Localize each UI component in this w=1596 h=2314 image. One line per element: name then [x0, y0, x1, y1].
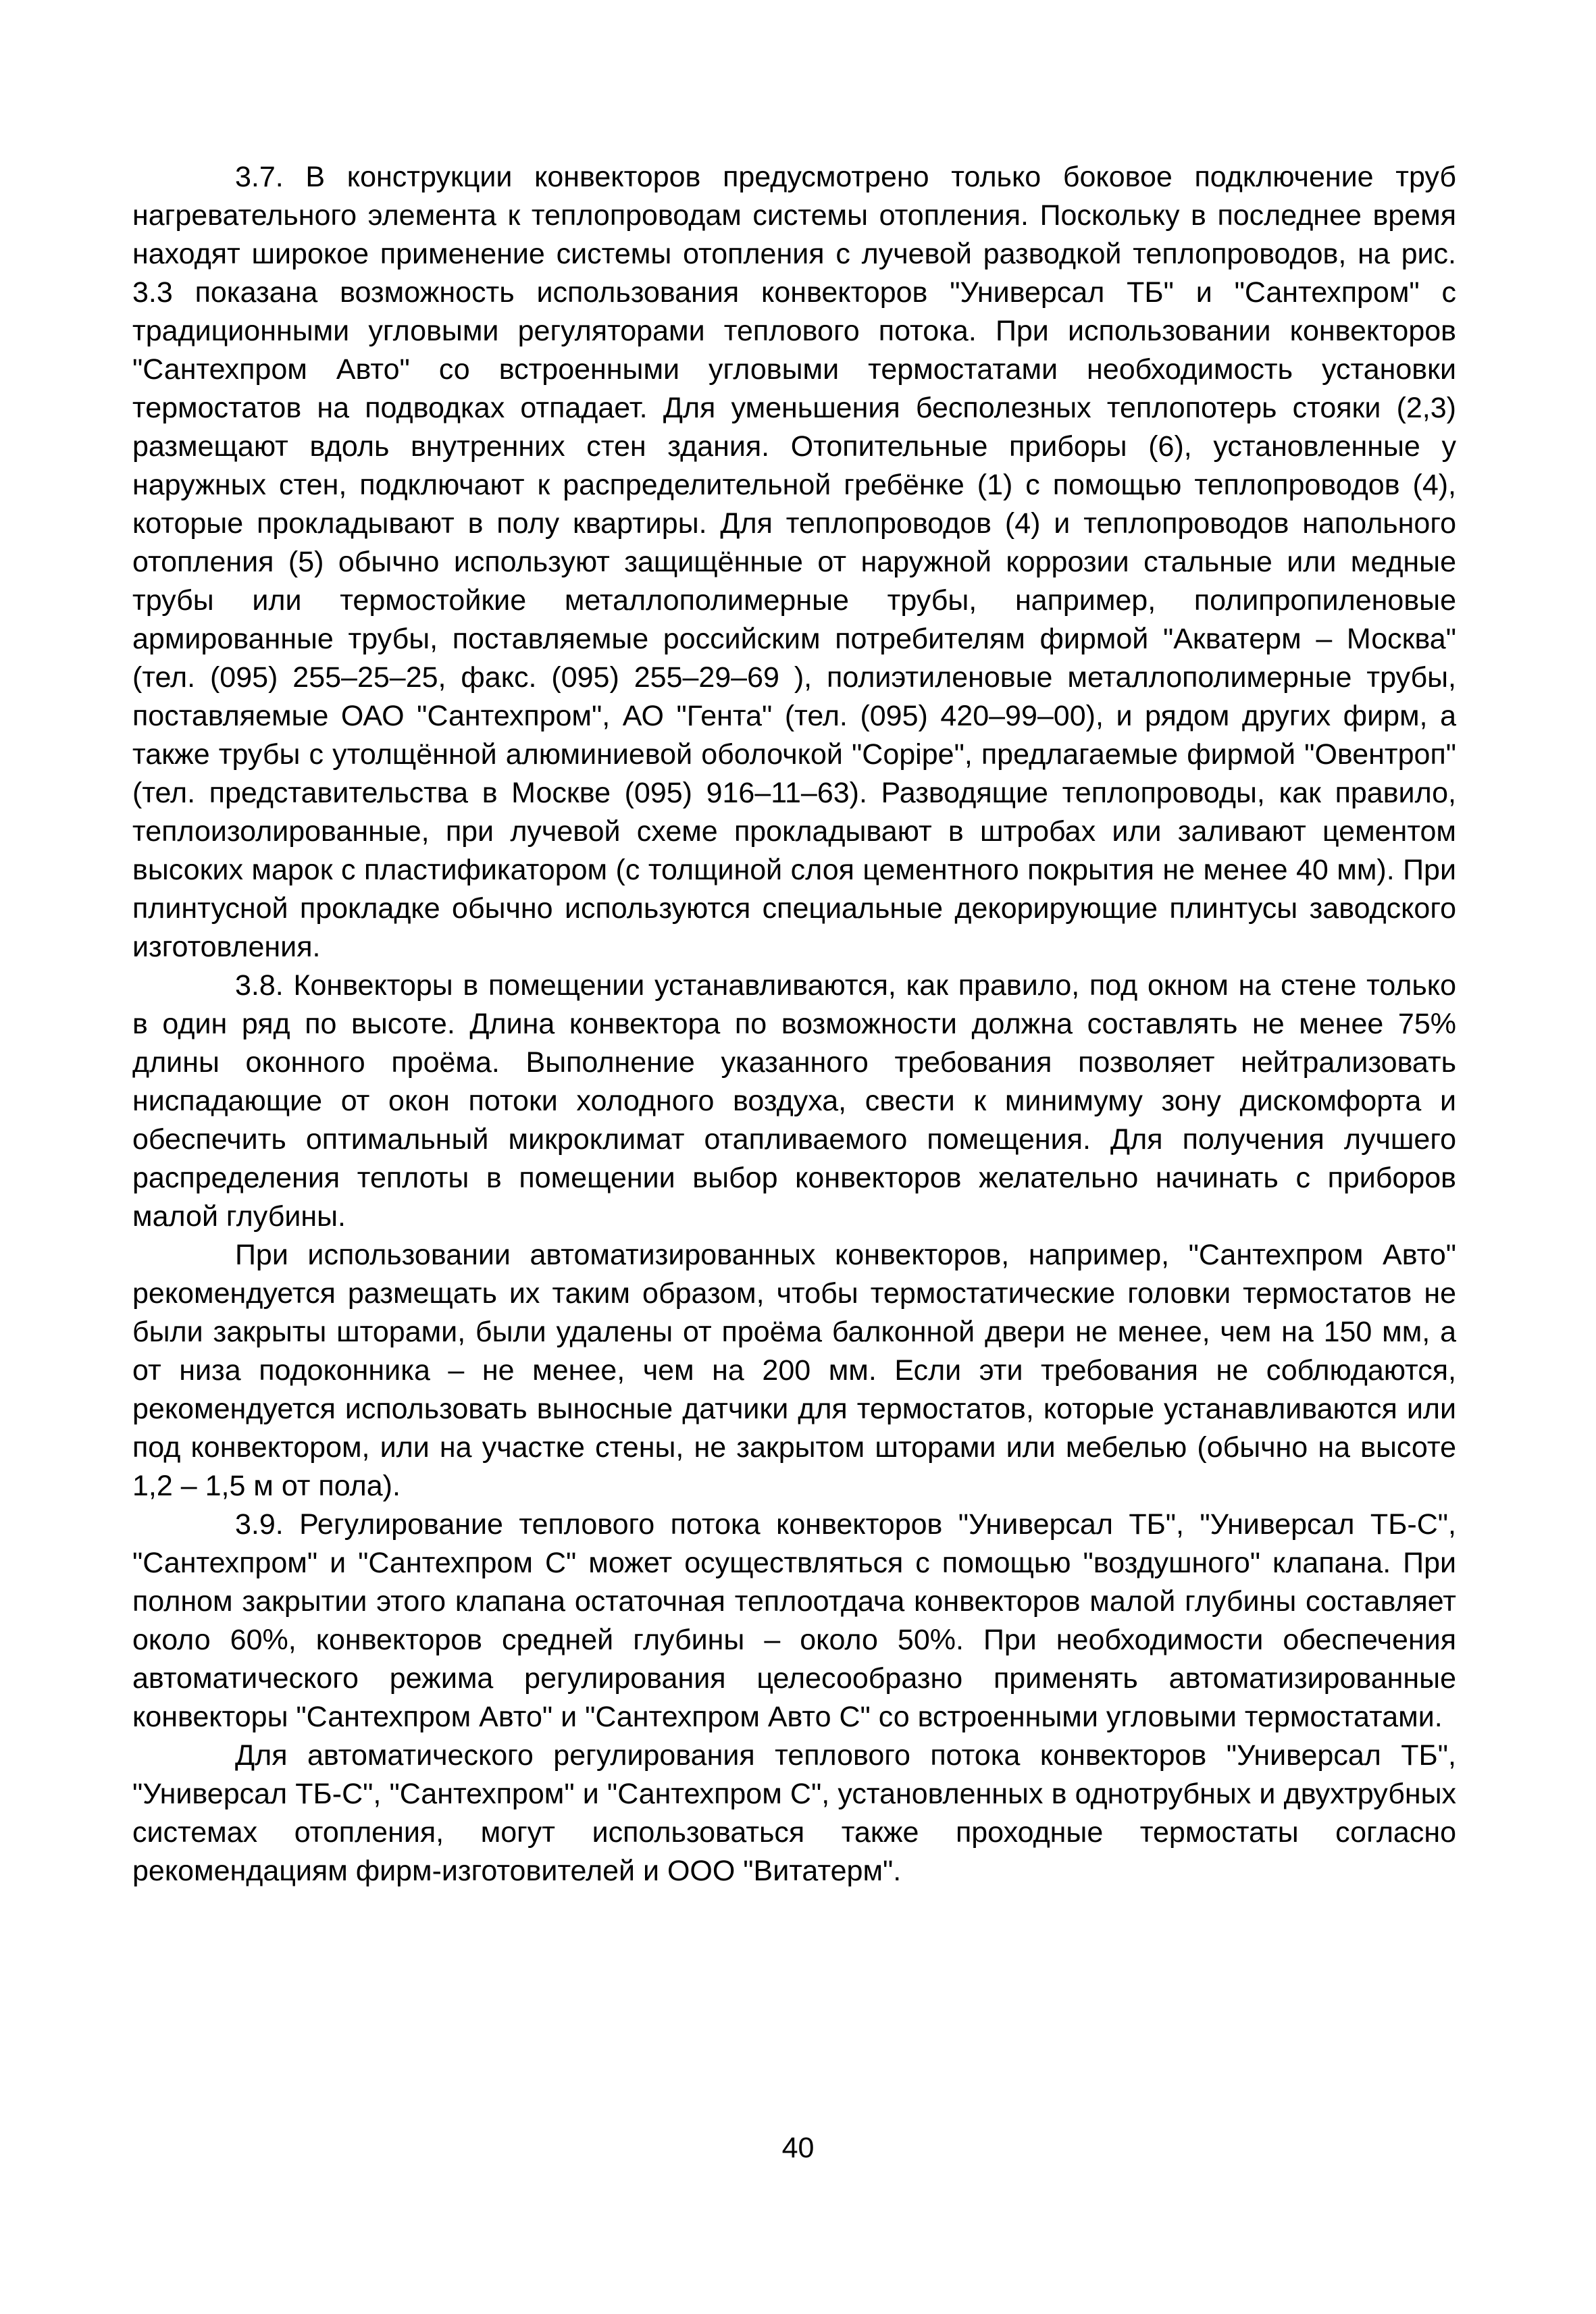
paragraph-3-7: 3.7. В конструкции конвекторов предусмотрено только боковое подключение труб нагревательного элемента к теплопроводам системы отопления. Поскольку в последнее время находят широкое применение системы отопления с лучевой разводкой теплопроводов, на рис. 3.3 показана возможность использования конвекторов "Универсал ТБ" и "Сантехпром" с традиционными угловыми регуляторами теплового потока. При использовании конвекторов "Сантехпром Авто" со встроенными угловыми термостатами необходимость установки термостатов на подводках отпадает. Для уменьшения бесполезных теплопотерь стояки (2,3) размещают вдоль внутренних стен здания. Отопительные приборы (6), установленные у наружных стен, подключают к распределительной гребёнке (1) с помощью теплопроводов (4), которые прокладывают в полу квартиры. Для теплопроводов (4) и теплопроводов напольного отопления (5) обычно используют защищённые от наружной коррозии стальные или медные трубы или термостойкие металлополимерные трубы, например, полипропиленовые армированные трубы, поставляемые российским потребителям фирмой "Акватерм – Москва" (тел. (095) 255–25–25, факс. (095) 255–29–69 ), полиэтиленовые металлополимерные трубы, поставляемые ОАО "Сантехпром", АО "Гента" (тел. (095) 420–99–00), и рядом других фирм, а также трубы с утолщённой алюминиевой оболочкой "Copipe", предлагаемые фирмой "Овентроп" (тел. представительства в Москве (095) 916–11–63). Разводящие теплопроводы, как правило, теплоизолированные, при лучевой схеме прокладывают в штробах или заливают цементом высоких марок с пластификатором (с толщиной слоя цементного покрытия не менее 40 мм). При плинтусной прокладке обычно используются специальные декорирующие плинтусы заводского изготовления.: [132, 161, 1456, 963]
document-body: [132, 158, 1456, 1891]
paragraph-automated-convectors: При использовании автоматизированных конвекторов, например, "Сантехпром Авто" рекомендуется размещать их таким образом, чтобы термостатические головки термостатов не были закрыты шторами, были удалены от проёма балконной двери не менее, чем на 150 мм, а от низа подоконника – не менее, чем на 200 мм. Если эти требования не соблюдаются, рекомендуется использовать выносные датчики для термостатов, которые устанавливаются или под конвектором, или на участке стены, не закрытом шторами или мебелью (обычно на высоте 1,2 – 1,5 м от пола).: [132, 1239, 1456, 1502]
paragraph-3-8: 3.8. Конвекторы в помещении устанавливаются, как правило, под окном на стене только в один ряд по высоте. Длина конвектора по возможности должна составлять не менее 75% длины оконного проёма. Выполнение указанного требования позволяет нейтрализовать ниспадающие от окон потоки холодного воздуха, свести к минимуму зону дискомфорта и обеспечить оптимальный микроклимат отапливаемого помещения. Для получения лучшего распределения теплоты в помещении выбор конвекторов желательно начинать с приборов малой глубины.: [132, 969, 1456, 1233]
paragraph-automatic-regulation: Для автоматического регулирования теплового потока конвекторов "Универсал ТБ", "Универсал ТБ-С", "Сантехпром" и "Сантехпром С", установленных в однотрубных и двухтрубных системах отопления, могут использоваться также проходные термостаты согласно рекомендациям фирм-изготовителей и ООО "Витатерм".: [132, 1739, 1456, 1887]
paragraph-3-9: 3.9. Регулирование теплового потока конвекторов "Универсал ТБ", "Универсал ТБ-С", "Сантехпром" и "Сантехпром С" может осуществляться с помощью "воздушного" клапана. При полном закрытии этого клапана остаточная теплоотдача конвекторов малой глубины составляет около 60%, конвекторов средней глубины – около 50%. При необходимости обеспечения автоматического режима регулирования целесообразно применять автоматизированные конвекторы "Сантехпром Авто" и "Сантехпром Авто С" со встроенными угловыми термостатами.: [132, 1508, 1456, 1733]
page-number: 40: [781, 2132, 815, 2164]
